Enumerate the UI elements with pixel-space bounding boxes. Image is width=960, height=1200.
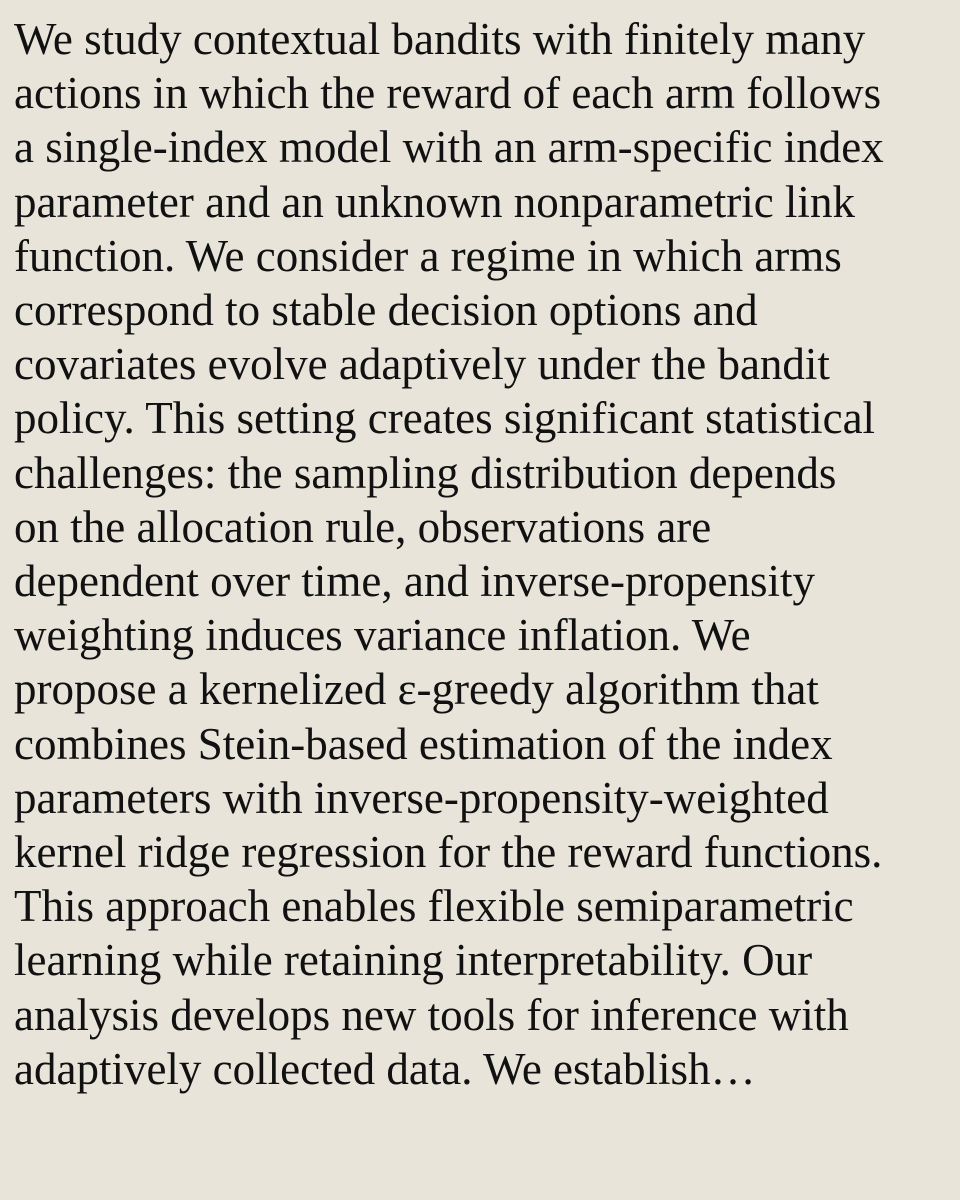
abstract-line-16: kernel ridge regression for the reward functions. <box>14 827 883 878</box>
abstract-line-7: covariates evolve adaptively under the bandit <box>14 339 830 390</box>
abstract-line-4: parameter and an unknown nonparametric link <box>14 176 855 227</box>
abstract-line-12: weighting induces variance inflation. We <box>14 610 751 661</box>
abstract-line-9: challenges: the sampling distribution depends <box>14 447 837 498</box>
abstract-line-1: We study contextual bandits with finitely many <box>14 14 866 64</box>
abstract-line-6: correspond to stable decision options and <box>14 285 758 336</box>
abstract-line-2: actions in which the reward of each arm follows <box>14 68 882 119</box>
abstract-line-11: dependent over time, and inverse-propensity <box>14 556 815 607</box>
abstract-line-18: learning while retaining interpretability. Our <box>14 935 813 986</box>
abstract-line-3: a single-index model with an arm-specific index <box>14 122 884 173</box>
abstract-line-8: policy. This setting creates significant statistical <box>14 393 876 444</box>
abstract-line-15: parameters with inverse-propensity-weighted <box>14 772 829 823</box>
abstract-line-5: function. We consider a regime in which arms <box>14 230 842 281</box>
abstract-line-10: on the allocation rule, observations are <box>14 501 712 552</box>
abstract-line-13: propose a kernelized ε-greedy algorithm that <box>14 664 819 715</box>
abstract-line-17: This approach enables flexible semiparametric <box>14 881 854 932</box>
abstract-text <box>14 12 954 1096</box>
abstract-line-14: combines Stein-based estimation of the index <box>14 718 833 769</box>
abstract-line-20: adaptively collected data. We establish… <box>14 1043 756 1094</box>
abstract-line-19: analysis develops new tools for inference with <box>14 989 849 1040</box>
